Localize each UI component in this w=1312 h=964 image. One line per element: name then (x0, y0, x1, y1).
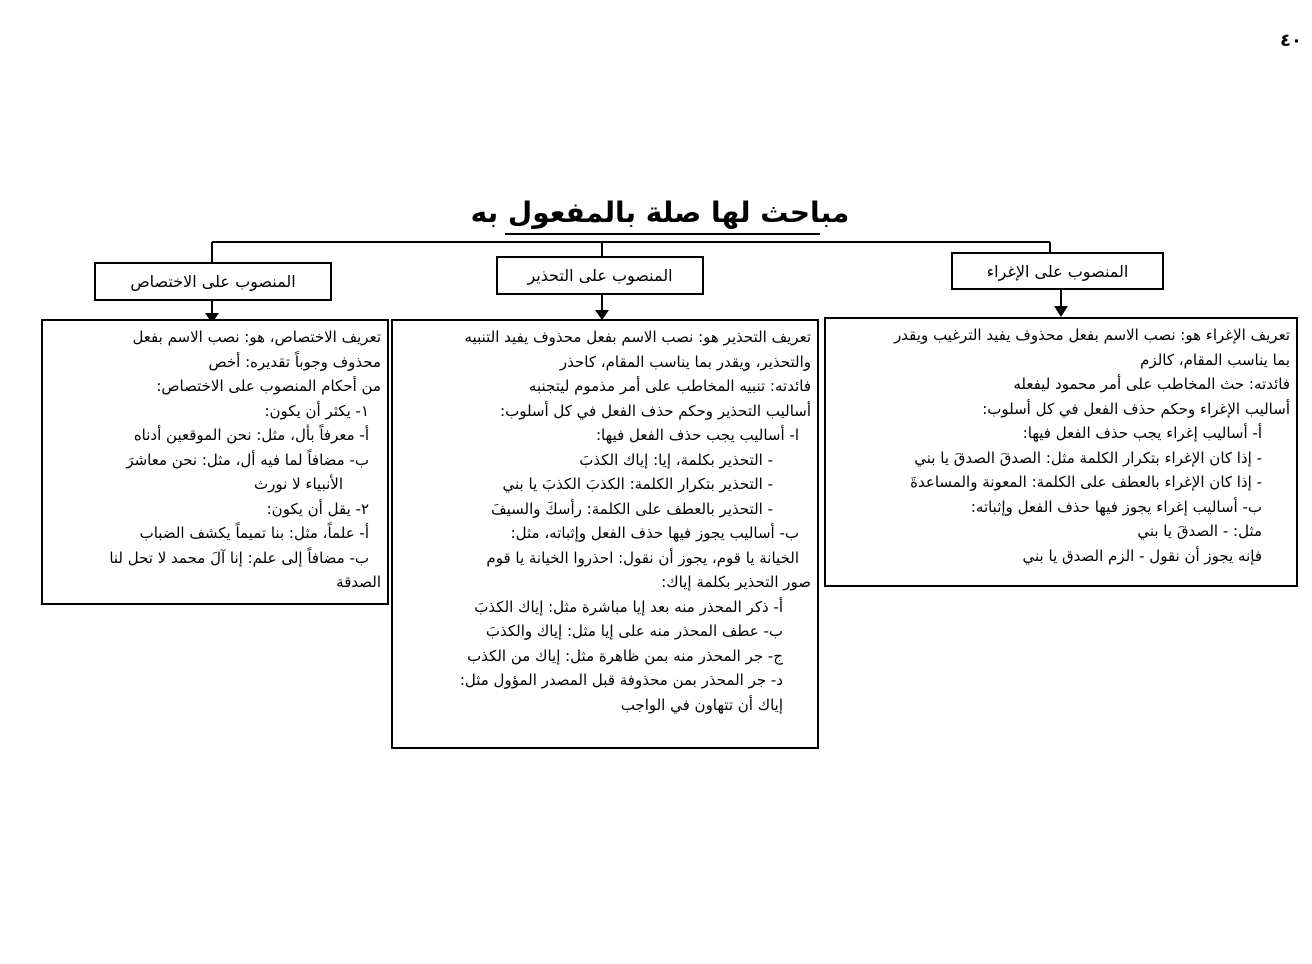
category-box-tahdheer (496, 256, 704, 295)
text-line: أ- ذكر المحذر منه بعد إيا مباشرة مثل: إياك الكذبَ (474, 597, 783, 616)
text-line: تعريف الاختصاص، هو: نصب الاسم بفعل (132, 328, 381, 346)
category-box-ikhtisas (94, 262, 332, 301)
text-line: والتحذير، ويقدر بما يناسب المقام، كاحذر (559, 352, 811, 371)
text-line: - إذا كان الإغراء بتكرار الكلمة مثل: الصدقَ الصدقَ يا بني (914, 448, 1262, 467)
text-line: الصدقة (336, 573, 381, 591)
text-line: - التحذير بكلمة، إيا: إياك الكذبَ (579, 450, 773, 469)
text-line: فائدته: تنبيه المخاطب على أمر مذموم ليتجنبه (528, 377, 811, 395)
text-line: ٢- يقل أن يكون: (266, 499, 369, 518)
text-line: أ- معرفاً بأل، مثل: نحن الموقعين أدناه (133, 426, 369, 444)
text-line: ب- أساليب يجوز فيها حذف الفعل وإثباته، مثل: (510, 524, 799, 542)
page-title: مباحث لها صلة بالمفعول به (470, 196, 850, 229)
text-line: تعريف الإغراء هو: نصب الاسم بفعل محذوف يفيد الترغيب ويقدر (894, 326, 1290, 344)
text-line: الأنبياء لا نورث (254, 475, 343, 493)
text-line: فائدته: حث المخاطب على أمر محمود ليفعله (1013, 375, 1290, 393)
text-line: ب- مضافاً إلى علم: إنا آلَ محمد لا تحل لنا (109, 548, 369, 567)
text-line: من أحكام المنصوب على الاختصاص: (156, 377, 381, 395)
text-line: أ- علماً، مثل: بنا تميماً يكشف الضباب (139, 524, 369, 542)
text-line: - التحذير بالعطف على الكلمة: رأسكَ والسيفَ (491, 499, 773, 518)
content-box-ighraa (824, 317, 1298, 587)
text-line: أ- أساليب إغراء يجب حذف الفعل فيها: (1022, 424, 1262, 442)
text-line: - التحذير بتكرار الكلمة: الكذبَ الكذبَ يا بني (502, 475, 773, 493)
text-line: محذوف وجوباً تقديره: أخص (208, 352, 381, 371)
category-label-ikhtisas: المنصوب على الاختصاص (130, 272, 296, 291)
text-line: ب- عطف المحذر منه على إيا مثل: إياك والكذبَ (485, 622, 783, 640)
category-box-ighraa (951, 252, 1164, 290)
text-line: ب- أساليب إغراء يجوز فيها حذف الفعل وإثباته: (970, 497, 1262, 516)
arrowhead-right (1054, 306, 1068, 317)
text-line: ب- مضافاً لما فيه أل، مثل: نحن معاشرَ (126, 450, 369, 469)
text-line: إياك أن تتهاون في الواجب (620, 695, 783, 714)
text-line: الخيانة يا قوم، يجوز أن نقول: احذروا الخيانة يا قوم (486, 548, 799, 567)
text-line: تعريف التحذير هو: نصب الاسم بفعل محذوف يفيد التنبيه (464, 328, 811, 346)
category-label-tahdheer: المنصوب على التحذير (527, 266, 673, 285)
text-line: صور التحذير بكلمة إياك: (661, 573, 811, 591)
text-line: - إذا كان الإغراء بالعطف على الكلمة: المعونة والمساعدةَ (910, 473, 1262, 491)
text-line: ج- جر المحذر منه بمن ظاهرة مثل: إياك من الكذب (467, 646, 783, 665)
text-line: ا- أساليب يجب حذف الفعل فيها: (596, 426, 799, 444)
content-box-ikhtisas (41, 319, 389, 605)
text-line: د- جر المحذر بمن محذوفة قبل المصدر المؤول مثل: (459, 671, 783, 689)
text-line: أساليب التحذير وحكم حذف الفعل في كل أسلوب: (500, 401, 811, 420)
text-line: ١- يكثر أن يكون: (264, 401, 369, 420)
text-line: بما يناسب المقام، كالزم (1140, 350, 1290, 369)
text-line: أساليب الإغراء وحكم حذف الفعل في كل أسلوب: (982, 399, 1290, 418)
category-label-ighraa: المنصوب على الإغراء (986, 261, 1129, 281)
page-number: ٤٠ (1280, 30, 1302, 51)
text-line: مثل: - الصدقَ يا بني (1137, 522, 1262, 540)
content-box-tahdheer (391, 319, 819, 749)
text-line: فإنه يجوز أن نقول - الزم الصدق يا بني (1022, 546, 1262, 565)
